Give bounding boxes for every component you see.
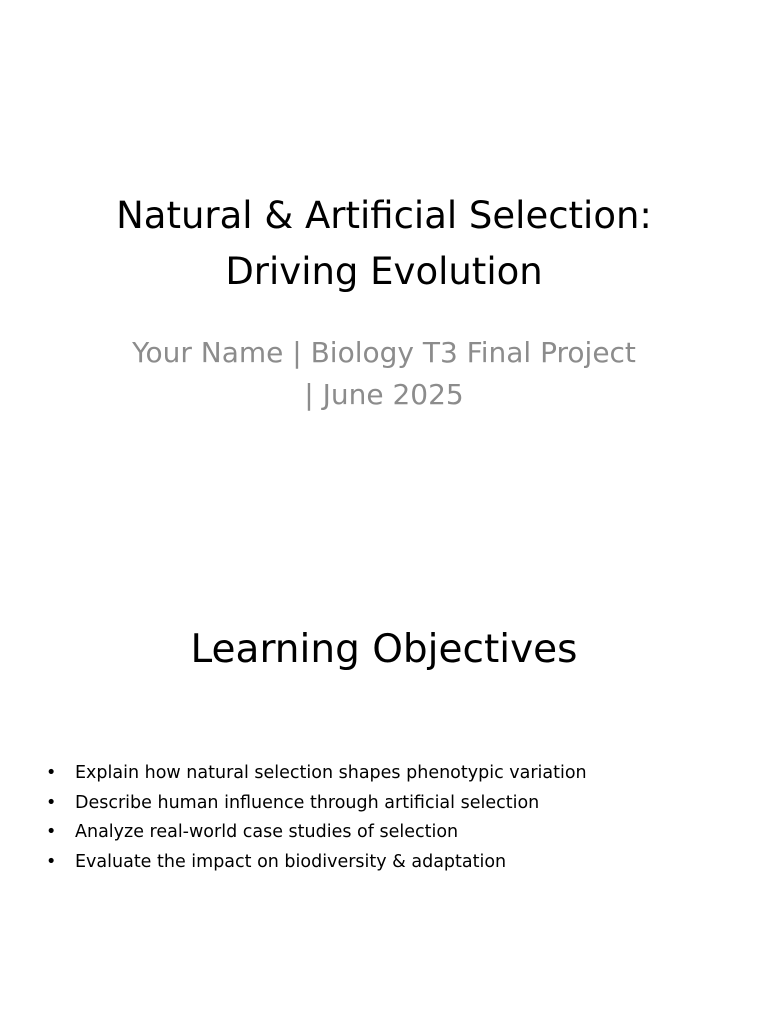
presentation-subtitle bbox=[80, 332, 688, 416]
list-item bbox=[46, 818, 726, 848]
subtitle-line-1: Your Name | Biology T3 Final Project bbox=[132, 336, 636, 369]
bullet-icon: • bbox=[46, 792, 57, 813]
objectives-title: Learning Objectives bbox=[190, 627, 578, 672]
title-line-1: Natural & Artificial Selection: bbox=[116, 194, 652, 237]
objectives-list bbox=[46, 759, 726, 878]
objective-text: Analyze real-world case studies of selection bbox=[75, 822, 459, 843]
objectives-slide bbox=[0, 512, 768, 1024]
list-item bbox=[46, 789, 726, 819]
objective-text: Evaluate the impact on biodiversity & adaptation bbox=[75, 852, 507, 873]
bullet-icon: • bbox=[46, 822, 57, 843]
list-item bbox=[46, 759, 726, 789]
bullet-icon: • bbox=[46, 852, 57, 873]
objective-text: Explain how natural selection shapes phenotypic variation bbox=[75, 763, 587, 783]
subtitle-line-2: | June 2025 bbox=[304, 378, 464, 411]
title-line-2: Driving Evolution bbox=[225, 250, 543, 293]
list-item bbox=[46, 848, 726, 878]
presentation-title bbox=[40, 188, 728, 300]
bullet-icon: • bbox=[46, 763, 57, 783]
objective-text: Describe human influence through artificial selection bbox=[75, 792, 540, 813]
